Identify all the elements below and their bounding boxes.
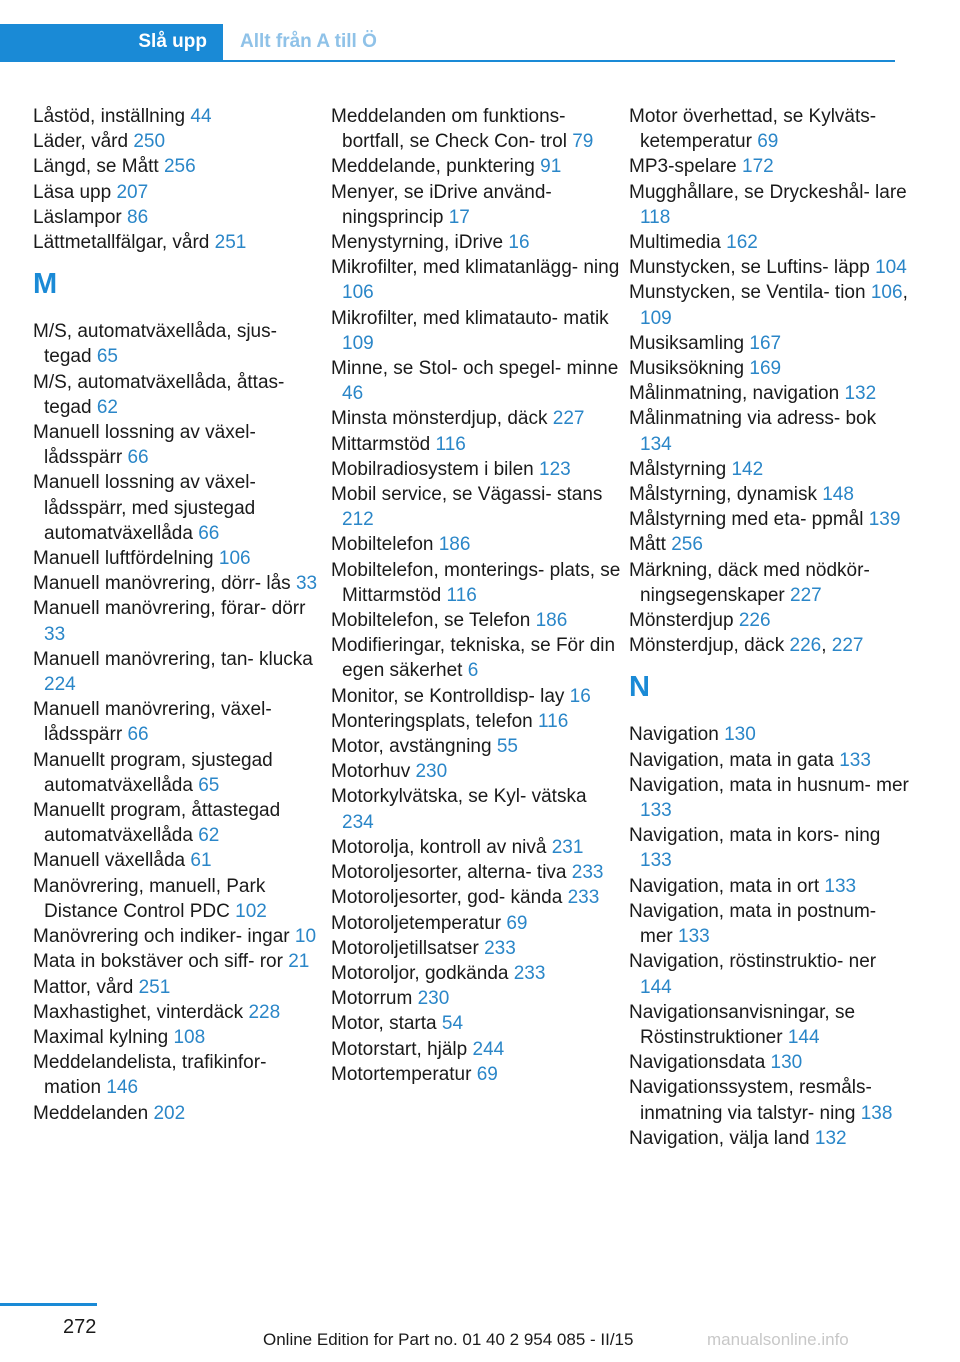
index-entry — [331, 986, 621, 1011]
page-reference-link[interactable]: 133 — [678, 926, 710, 948]
index-term: Musiksökning — [629, 358, 745, 380]
index-term: Mata in bokstäver och siff‐ ror — [33, 951, 283, 973]
page-reference-link[interactable]: 33 — [295, 573, 318, 595]
index-entry — [331, 633, 621, 683]
page-reference-link[interactable]: 133 — [640, 800, 672, 822]
index-entry: Mönsterdjup, däck 226, 227 — [629, 635, 864, 657]
index-entry — [629, 457, 909, 482]
index-column-1 — [33, 104, 323, 1126]
page-reference-link[interactable]: 146 — [106, 1077, 139, 1099]
index-term: Munstycken, se Luftins‐ läpp — [629, 257, 870, 279]
index-term: Minsta mönsterdjup, däck — [331, 408, 548, 430]
index-term: Multimedia — [629, 232, 721, 254]
index-entry — [331, 104, 621, 154]
index-entry — [629, 1126, 909, 1151]
index-entry — [33, 1101, 323, 1126]
page-reference-link[interactable]: 226 — [789, 635, 822, 657]
page-reference-link[interactable]: 224 — [44, 674, 76, 696]
index-term: Motoroljesorter, alterna‐ tiva — [331, 862, 567, 884]
section-letter: N — [629, 671, 650, 704]
index-term: Målstyrning, dynamisk — [629, 484, 817, 506]
index-term: Navigation, mata in gata — [629, 749, 834, 771]
page-reference-link[interactable]: 10 — [294, 926, 317, 948]
index-term: Läsa upp — [33, 181, 112, 203]
index-term: Manuell manövrering, förar‐ dörr — [33, 598, 306, 620]
index-term: Navigation, mata in postnum‐ mer — [629, 900, 877, 948]
index-entry — [33, 154, 323, 179]
page-reference-link[interactable]: 212 — [342, 509, 374, 531]
index-entry — [629, 482, 909, 507]
index-entry — [331, 784, 621, 834]
page-reference-link[interactable]: 46 — [342, 383, 364, 405]
index-term: Motor, avstängning — [331, 736, 492, 758]
page-reference-link[interactable]: 116 — [435, 433, 466, 455]
page-reference-link[interactable]: 104 — [875, 257, 907, 279]
watermark: manualsonline.info — [707, 1330, 849, 1349]
page-reference-link[interactable]: 102 — [235, 900, 267, 922]
page-reference-link[interactable]: 65 — [96, 346, 118, 368]
page-reference-link[interactable]: 62 — [96, 396, 118, 418]
index-entry — [629, 507, 909, 532]
index-term: Mobilradiosystem i bilen — [331, 458, 534, 480]
page-reference-link[interactable]: 233 — [571, 862, 604, 884]
index-term: Navigationsdata — [629, 1052, 766, 1074]
index-entry — [33, 205, 323, 230]
page-reference-link[interactable]: 139 — [868, 509, 901, 531]
index-entry — [629, 722, 909, 747]
index-entry — [33, 1025, 323, 1050]
page-reference-link[interactable]: 69 — [506, 912, 528, 934]
index-term: Meddelande, punktering — [331, 156, 535, 178]
page-reference-link[interactable]: 116 — [446, 584, 477, 606]
page-reference-link[interactable]: 144 — [640, 976, 672, 998]
index-entry — [629, 381, 909, 406]
index-entry — [331, 835, 621, 860]
index-term: Mobiltelefon, se Telefon — [331, 610, 531, 632]
index-entry — [33, 596, 323, 646]
index-term: Målstyrning — [629, 458, 727, 480]
index-term: Navigation, mata in husnum‐ mer — [629, 774, 909, 796]
index-entry — [33, 470, 323, 546]
index-term: Motoroljor, godkända — [331, 962, 509, 984]
page-reference-link[interactable]: 61 — [190, 850, 212, 872]
page-reference-link[interactable]: 186 — [535, 610, 568, 632]
index-term: Navigation, röstinstruktio‐ ner — [629, 951, 877, 973]
page-reference-link[interactable]: 106 — [218, 548, 251, 570]
page-reference-link[interactable]: 69 — [476, 1063, 498, 1085]
index-entry — [331, 734, 621, 759]
index-entry — [33, 949, 323, 974]
index-term: Musiksamling — [629, 332, 745, 354]
index-entry — [629, 949, 909, 999]
page-reference-link[interactable]: 148 — [822, 484, 854, 506]
index-entry — [33, 1000, 323, 1025]
page-reference-link[interactable]: 44 — [190, 106, 212, 127]
index-entry — [629, 748, 909, 773]
index-entry — [629, 558, 909, 608]
index-term: Mugghållare, se Dryckeshål‐ lare — [629, 181, 907, 203]
index-entry — [331, 255, 621, 305]
index-term: Meddelandelista, trafikinfor‐ mation — [33, 1052, 267, 1099]
page-reference-link[interactable]: 66 — [198, 522, 220, 544]
index-entry — [331, 684, 621, 709]
page-reference-link[interactable]: 123 — [539, 458, 571, 480]
index-entry — [33, 104, 323, 129]
page-reference-link[interactable]: 227 — [552, 408, 585, 430]
page-reference-link[interactable]: 234 — [342, 811, 374, 833]
index-term: Mattor, vård — [33, 976, 134, 998]
page-reference-link[interactable]: 250 — [133, 131, 166, 153]
index-term: M/S, automatväxellåda, åttas‐ tegad — [33, 371, 285, 418]
page-reference-link[interactable]: 231 — [551, 836, 584, 858]
index-entry — [33, 798, 323, 848]
page-reference-link[interactable]: 233 — [513, 962, 546, 984]
page-reference-link[interactable]: 256 — [163, 156, 196, 178]
page-reference-link[interactable]: 202 — [153, 1102, 186, 1124]
index-term: Manuellt program, åttastegad automatväxellåda — [33, 800, 281, 847]
index-entry — [629, 1000, 909, 1050]
index-term: Längd, se Mått — [33, 156, 159, 178]
index-term: Menystyrning, iDrive — [331, 232, 504, 254]
index-term: Läslampor — [33, 206, 122, 228]
index-term: Meddelanden — [33, 1102, 149, 1124]
index-term: Navigation — [629, 724, 719, 746]
page-reference-link[interactable]: 33 — [44, 623, 66, 645]
index-term: Navigation, mata in kors‐ ning — [629, 825, 881, 847]
index-entry — [33, 748, 323, 798]
page-reference-link[interactable]: 138 — [860, 1102, 893, 1124]
index-term: Navigationsanvisningar, se Röstinstruktioner — [629, 1001, 856, 1048]
page-reference-link[interactable]: 132 — [814, 1127, 847, 1149]
index-entry — [331, 180, 621, 230]
index-term: Mobil service, se Vägassi‐ stans — [331, 484, 603, 506]
page-reference-link[interactable]: 69 — [757, 131, 779, 153]
index-term: Manövrering och indiker‐ ingar — [33, 926, 290, 948]
page-reference-link[interactable]: 233 — [484, 937, 516, 959]
page-reference-link[interactable]: 133 — [839, 749, 871, 771]
index-term: Motortemperatur — [331, 1063, 472, 1085]
index-term: Manuell växellåda — [33, 850, 186, 872]
index-entry — [331, 608, 621, 633]
index-entry — [331, 558, 621, 608]
page-reference-link[interactable]: 6 — [467, 660, 479, 682]
page-reference-link[interactable]: 144 — [787, 1026, 820, 1048]
index-term: Mobiltelefon, monterings‐ plats, se Mittarmstöd — [331, 559, 621, 606]
page-reference-link[interactable]: 172 — [742, 156, 774, 178]
index-entry — [33, 319, 323, 369]
index-term: Läder, vård — [33, 131, 129, 153]
page-reference-link[interactable]: 109 — [342, 332, 374, 354]
page-reference-link[interactable]: 226 — [738, 610, 771, 632]
index-term: Navigation, mata in ort — [629, 875, 820, 897]
index-entry — [33, 129, 323, 154]
page-reference-link[interactable]: 230 — [417, 988, 450, 1010]
index-term: Motorrum — [331, 988, 413, 1010]
index-entry — [629, 608, 909, 633]
footer-divider — [0, 1303, 97, 1306]
page-reference-link[interactable]: 55 — [496, 736, 518, 758]
page-reference-link[interactable]: 133 — [824, 875, 857, 897]
index-entry — [33, 571, 323, 596]
page-reference-link[interactable]: 142 — [731, 458, 764, 480]
index-entry — [331, 936, 621, 961]
index-entry — [629, 154, 909, 179]
page-reference-link[interactable]: 66 — [127, 724, 149, 746]
index-entry — [33, 230, 323, 255]
index-term: Meddelanden om funktions‐ bortfall, se Check Con‐ trol — [331, 106, 567, 153]
index-term: Märkning, däck med nödkör‐ ningsegenskaper — [629, 559, 870, 606]
index-entry — [33, 546, 323, 571]
index-entry — [629, 356, 909, 381]
edition-note: Online Edition for Part no. 01 40 2 954 085 - II/15 — [263, 1330, 634, 1349]
page-reference-link[interactable]: 65 — [198, 774, 220, 796]
index-term: Mittarmstöd — [331, 433, 431, 455]
index-term: Manuell lossning av växel‐ lådsspärr — [33, 422, 256, 469]
page-reference-link[interactable]: 233 — [567, 887, 600, 909]
index-term: Munstycken, se Ventila‐ tion — [629, 282, 866, 304]
index-term: Monitor, se Kontrolldisp‐ lay — [331, 685, 565, 707]
index-entry — [629, 899, 909, 949]
index-term: Manuell lossning av växel‐ lådsspärr, med sjustegad automatväxellåda — [33, 472, 256, 544]
index-entry — [629, 1075, 909, 1125]
index-entry — [33, 848, 323, 873]
page-reference-link[interactable]: 116 — [538, 710, 569, 732]
page-reference-link[interactable]: 118 — [640, 206, 671, 228]
page-reference-link[interactable]: 133 — [640, 850, 672, 872]
index-entry — [629, 180, 909, 230]
index-term: Minne, se Stol- och spegel‐ minne — [331, 358, 619, 380]
index-term: Mått — [629, 534, 666, 556]
index-term: Målinmatning, navigation — [629, 383, 840, 405]
index-entry — [331, 154, 621, 179]
page-reference-link[interactable]: 62 — [198, 825, 220, 847]
index-entry — [331, 759, 621, 784]
page-reference-link[interactable]: 134 — [640, 433, 672, 455]
index-entry — [629, 104, 909, 154]
index-entry — [331, 911, 621, 936]
index-entry — [331, 230, 621, 255]
page-reference-link[interactable]: 230 — [415, 761, 448, 783]
page-reference-link[interactable]: 227 — [831, 635, 864, 657]
index-term: Motoroljetemperatur — [331, 912, 502, 934]
index-entry — [629, 1050, 909, 1075]
index-entry — [629, 823, 909, 873]
page-number: 272 — [63, 1316, 97, 1338]
index-term: Motor överhettad, se Kylväts‐ ketemperatur — [629, 106, 877, 153]
index-entry — [331, 1037, 621, 1062]
page-reference-link[interactable]: 244 — [472, 1038, 505, 1060]
page-reference-link[interactable]: 167 — [749, 332, 782, 354]
index-entry — [331, 532, 621, 557]
index-term: Mikrofilter, med klimatanlägg‐ ning — [331, 257, 620, 279]
index-entry — [331, 1062, 621, 1087]
page-reference-link[interactable]: 86 — [127, 206, 149, 228]
index-entry — [33, 647, 323, 697]
index-column-2 — [331, 104, 621, 1087]
page-reference-link[interactable]: 16 — [508, 232, 530, 254]
index-term: Målinmatning via adress‐ bok — [629, 408, 877, 430]
index-term: Lättmetallfälgar, vård — [33, 232, 210, 254]
tab-look-up[interactable]: Slå upp — [0, 24, 223, 60]
index-term: MP3-spelare — [629, 156, 737, 178]
index-entry — [629, 773, 909, 823]
index-entry — [629, 255, 909, 280]
page-reference-link[interactable]: 106 — [342, 282, 374, 304]
page-reference-link[interactable]: 207 — [116, 181, 149, 203]
index-entry — [331, 709, 621, 734]
index-entry — [331, 356, 621, 406]
index-entry — [33, 697, 323, 747]
page-reference-link[interactable]: 54 — [441, 1013, 464, 1035]
page-reference-link[interactable]: 66 — [127, 447, 149, 469]
index-entry — [33, 874, 323, 924]
index-entry — [33, 370, 323, 420]
page-reference-link[interactable]: 79 — [572, 131, 594, 153]
index-entry — [331, 1011, 621, 1036]
index-term: Manuell manövrering, växel‐ lådsspärr — [33, 699, 272, 746]
index-entry — [331, 860, 621, 885]
index-term: Mobiltelefon — [331, 534, 434, 556]
index-term: Motorolja, kontroll av nivå — [331, 836, 547, 858]
index-entry — [629, 331, 909, 356]
index-term: Navigation, välja land — [629, 1127, 810, 1149]
page-reference-link[interactable]: 21 — [288, 951, 310, 973]
index-entry — [33, 924, 323, 949]
index-entry — [331, 961, 621, 986]
index-term: Motorhuv — [331, 761, 411, 783]
page-reference-link[interactable]: 109 — [640, 307, 672, 329]
index-term: Motoroljetillsatser — [331, 937, 479, 959]
index-term: Motorstart, hjälp — [331, 1038, 468, 1060]
index-term: Manuellt program, sjustegad automatväxellåda — [33, 749, 273, 796]
tab-a-to-z[interactable]: Allt från A till Ö — [240, 31, 377, 52]
index-entry: Munstycken, se Ventila‐ tion 106, 109 — [629, 282, 908, 329]
index-entry — [33, 420, 323, 470]
index-entry — [331, 457, 621, 482]
section-letter: M — [33, 268, 58, 301]
index-term: Monteringsplats, telefon — [331, 710, 533, 732]
index-term: Motorkylvätska, se Kyl‐ vätska — [331, 786, 587, 808]
index-entry — [331, 885, 621, 910]
index-entry — [33, 180, 323, 205]
index-entry — [331, 482, 621, 532]
index-term: Navigationssystem, resmåls‐ inmatning via talstyr‐ ning — [629, 1077, 872, 1124]
index-term: Mönsterdjup, däck — [629, 635, 785, 657]
index-entry — [629, 230, 909, 255]
index-term: Motor, starta — [331, 1013, 437, 1035]
page-reference-link[interactable]: 251 — [214, 232, 247, 254]
index-entry — [33, 1050, 323, 1100]
index-term: Modifieringar, tekniska, se För din egen säkerhet — [331, 635, 616, 682]
page-reference-link[interactable]: 227 — [790, 584, 822, 606]
page-reference-link[interactable]: 91 — [540, 156, 562, 178]
page-reference-link[interactable]: 256 — [671, 534, 703, 556]
index-term: Manuell manövrering, dörr‐ lås — [33, 573, 291, 595]
index-term: Mönsterdjup — [629, 610, 734, 632]
header-divider — [0, 60, 895, 62]
page-reference-link[interactable]: 169 — [749, 358, 782, 380]
page-reference-link[interactable]: 132 — [844, 383, 877, 405]
index-term: Manuell manövrering, tan‐ klucka — [33, 648, 313, 670]
index-term: Mikrofilter, med klimatauto‐ matik — [331, 307, 609, 329]
index-term: Manövrering, manuell, Park Distance Control PDC — [33, 875, 266, 922]
header-tabs — [0, 24, 895, 62]
index-entry — [629, 532, 909, 557]
index-entry — [33, 975, 323, 1000]
index-entry — [331, 432, 621, 457]
page-reference-link[interactable]: 162 — [726, 232, 758, 254]
index-term: Målstyrning med eta‐ ppmål — [629, 509, 864, 531]
index-term: Motoroljesorter, god‐ kända — [331, 887, 563, 909]
page-reference-link[interactable]: 17 — [448, 206, 470, 228]
page-reference-link[interactable]: 108 — [173, 1026, 206, 1048]
page-reference-link[interactable]: 106 — [870, 282, 903, 304]
page-reference-link[interactable]: 130 — [724, 724, 756, 746]
index-term: M/S, automatväxellåda, sjus‐ tegad — [33, 321, 277, 368]
page-reference-link[interactable]: 228 — [248, 1001, 281, 1023]
index-column-3 — [629, 104, 909, 1151]
page-reference-link[interactable]: 251 — [138, 976, 171, 998]
index-term: Maxhastighet, vinterdäck — [33, 1001, 244, 1023]
index-entry — [331, 406, 621, 431]
page-reference-link[interactable]: 16 — [569, 685, 591, 707]
index-term: Maximal kylning — [33, 1026, 169, 1048]
index-term: Menyer, se iDrive använd‐ ningsprincip — [331, 181, 552, 228]
index-entry — [629, 406, 909, 456]
index-term: Låstöd, inställning — [33, 106, 186, 127]
index-term: Manuell luftfördelning — [33, 548, 214, 570]
page-reference-link[interactable]: 130 — [770, 1052, 803, 1074]
index-entry — [629, 874, 909, 899]
index-entry — [331, 306, 621, 356]
page-reference-link[interactable]: 186 — [438, 534, 471, 556]
